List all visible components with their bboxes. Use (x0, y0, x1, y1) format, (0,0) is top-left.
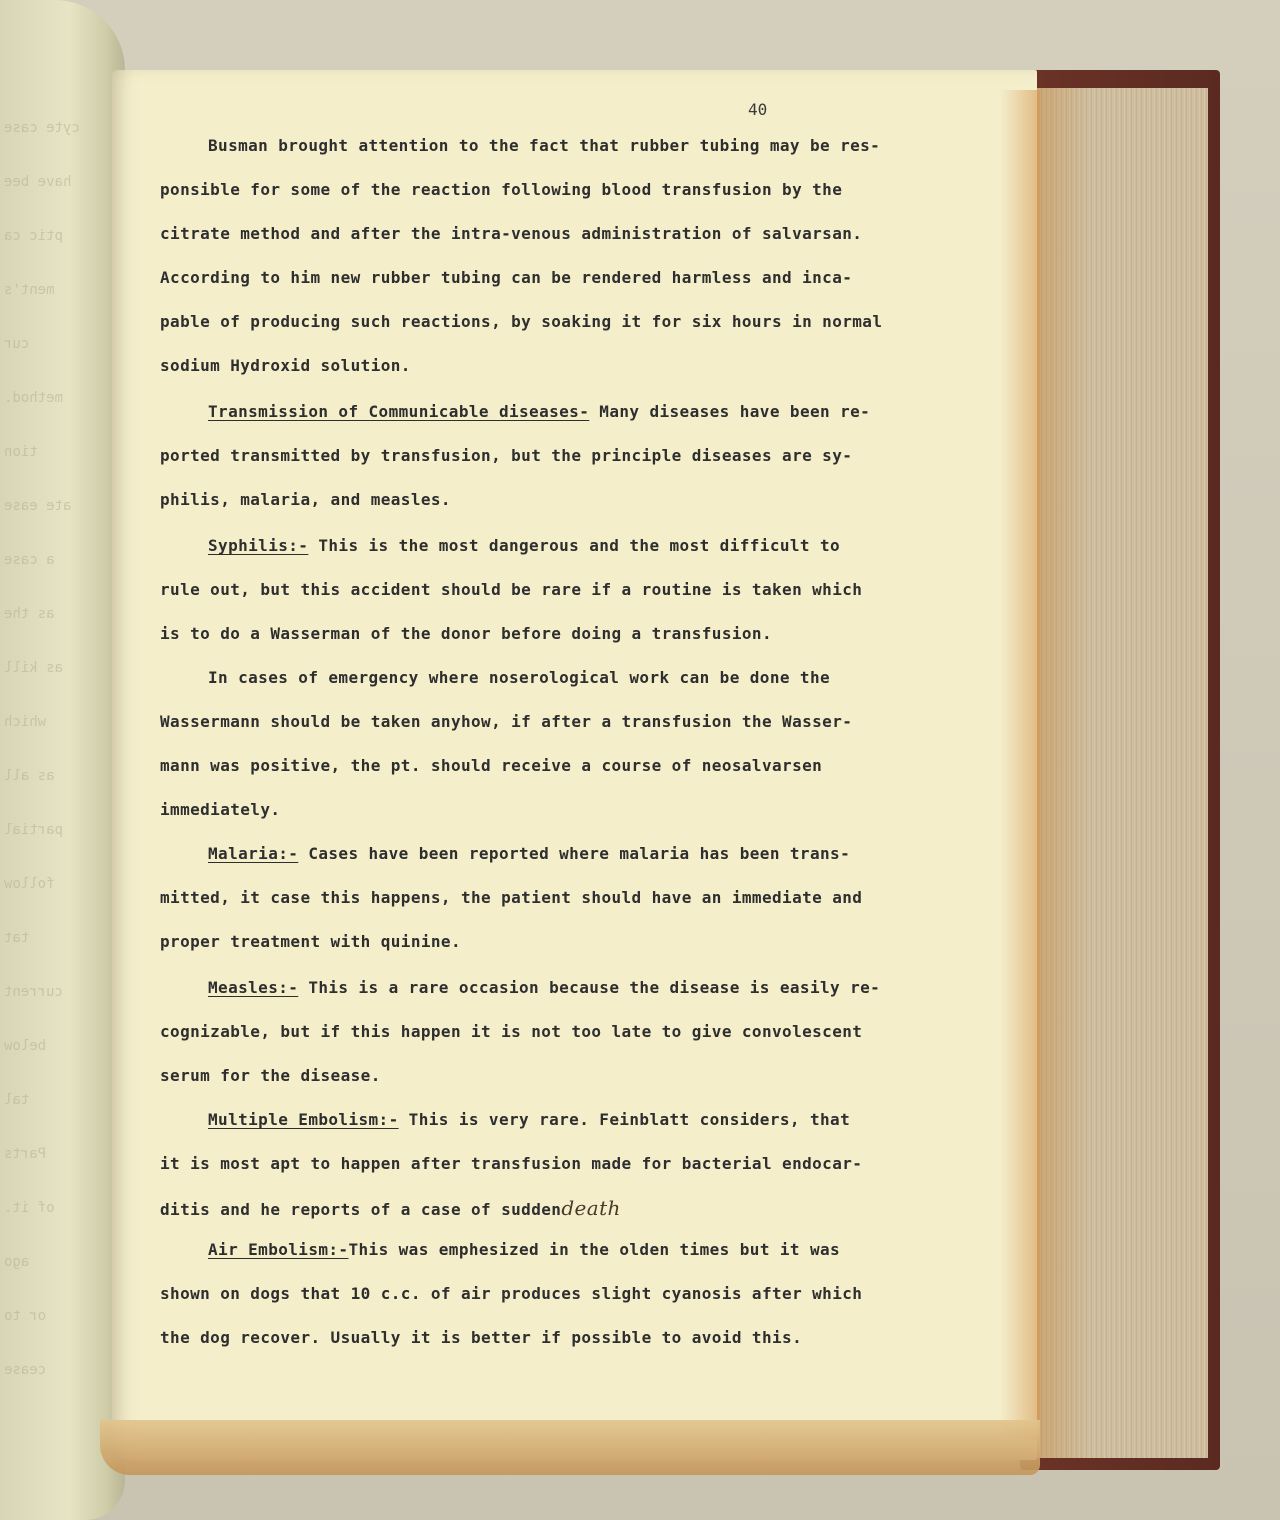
transmission-text-1: Many diseases have been re- (589, 402, 871, 421)
left-bleed-line: tal (4, 1092, 30, 1108)
busman-line-3: citrate method and after the intra-venous administration of salvarsan. (160, 224, 863, 243)
transmission-line-1 (208, 402, 870, 421)
page-number: 40 (748, 100, 768, 119)
left-bleed-line: cease (4, 1362, 47, 1378)
multiple-embolism-text-3: ditis and he reports of a case of sudden (160, 1200, 562, 1219)
busman-line-5: pable of producing such reactions, by soaking it for six hours in normal (160, 312, 883, 331)
malaria-line-2: mitted, it case this happens, the patient should have an immediate and (160, 888, 863, 907)
measles-line-3: serum for the disease. (160, 1066, 381, 1085)
left-bleed-line: ago (4, 1254, 30, 1270)
left-bleed-line: follow (4, 876, 55, 892)
measles-line-2: cognizable, but if this happen it is not too late to give convolescent (160, 1022, 863, 1041)
transmission-line-3: philis, malaria, and measles. (160, 490, 451, 509)
syphilis-line-1 (208, 536, 840, 555)
left-bleed-line: Parts (4, 1146, 47, 1162)
multiple-embolism-line-2: it is most apt to happen after transfusion made for bacterial endocar- (160, 1154, 863, 1173)
left-bleed-line: as the (4, 606, 55, 622)
left-bleed-line: or to (4, 1308, 47, 1324)
malaria-line-3: proper treatment with quinine. (160, 932, 461, 951)
multiple-embolism-heading: Multiple Embolism:- (208, 1110, 399, 1129)
malaria-text-1: Cases have been reported where malaria has been trans- (298, 844, 851, 863)
page-right-stain (1000, 90, 1040, 1440)
busman-line-2: ponsible for some of the reaction following blood transfusion by the (160, 180, 843, 199)
busman-line-6: sodium Hydroxid solution. (160, 356, 411, 375)
transmission-heading: Transmission of Communicable diseases- (208, 402, 590, 421)
left-bleed-line: ment's (4, 282, 55, 298)
measles-text-1: This is a rare occasion because the disease is easily re- (298, 978, 881, 997)
air-embolism-line-1 (208, 1240, 840, 1259)
page-bottom-stain (100, 1420, 1040, 1475)
left-bleed-line: as all (4, 768, 55, 784)
busman-line-4: According to him new rubber tubing can be rendered harmless and inca- (160, 268, 853, 287)
busman-line-1: Busman brought attention to the fact that rubber tubing may be res- (208, 136, 881, 155)
left-bleed-line: below (4, 1038, 47, 1054)
emergency-line-4: immediately. (160, 800, 281, 819)
air-embolism-line-2: shown on dogs that 10 c.c. of air produces slight cyanosis after which (160, 1284, 863, 1303)
left-bleed-line: have bee (4, 174, 72, 190)
left-bleed-line: which (4, 714, 47, 730)
multiple-embolism-line-1 (208, 1110, 850, 1129)
syphilis-heading: Syphilis:- (208, 536, 309, 555)
emergency-line-3: mann was positive, the pt. should receive a course of neosalvarsen (160, 756, 823, 775)
air-embolism-text-1: This was emphesized in the olden times but it was (348, 1240, 841, 1259)
syphilis-line-3: is to do a Wasserman of the donor before doing a transfusion. (160, 624, 773, 643)
syphilis-line-2: rule out, but this accident should be rare if a routine is taken which (160, 580, 863, 599)
malaria-heading: Malaria:- (208, 844, 299, 863)
left-bleed-line: current (4, 984, 64, 1000)
left-bleed-line: partial (4, 822, 64, 838)
handwritten-death: death (561, 1196, 621, 1220)
malaria-line-1 (208, 844, 850, 863)
multiple-embolism-text-1: This is very rare. Feinblatt considers, that (398, 1110, 851, 1129)
transmission-line-2: ported transmitted by transfusion, but the principle diseases are sy- (160, 446, 853, 465)
left-bleed-line: of it. (4, 1200, 55, 1216)
measles-heading: Measles:- (208, 978, 299, 997)
measles-line-1 (208, 978, 880, 997)
emergency-line-1: In cases of emergency where noserological work can be done the (208, 668, 831, 687)
multiple-embolism-line-3 (160, 1196, 621, 1220)
left-bleed-line: cyte case (4, 120, 80, 136)
left-bleed-line: cur (4, 336, 30, 352)
left-bleed-line: ate ease (4, 498, 72, 514)
left-bleed-line: tat (4, 930, 30, 946)
emergency-line-2: Wassermann should be taken anyhow, if after a transfusion the Wasser- (160, 712, 853, 731)
left-bleed-line: as kill (4, 660, 64, 676)
left-bleed-line: ptic ca (4, 228, 64, 244)
air-embolism-heading: Air Embolism:- (208, 1240, 349, 1259)
left-bleed-line: method. (4, 390, 64, 406)
left-bleed-line: a case (4, 552, 55, 568)
syphilis-text-1: This is the most dangerous and the most difficult to (308, 536, 841, 555)
left-page-bleed-text (0, 120, 120, 1420)
left-page-curl (0, 0, 125, 1520)
air-embolism-line-3: the dog recover. Usually it is better if possible to avoid this. (160, 1328, 803, 1347)
left-bleed-line: tion (4, 444, 38, 460)
